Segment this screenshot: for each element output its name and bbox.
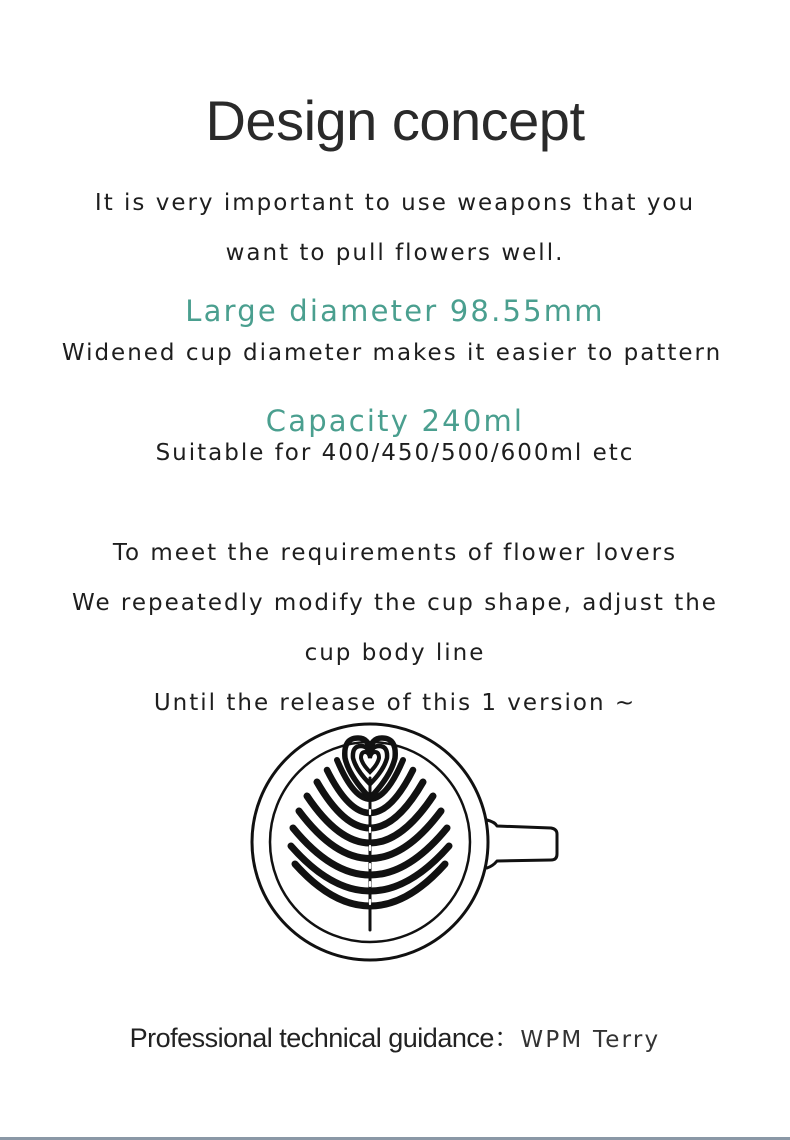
feature-diameter-description: Widened cup diameter makes it easier to pattern: [61, 340, 723, 366]
page-title: Design concept: [205, 89, 585, 152]
intro-line-1: It is very important to use weapons that you: [94, 190, 696, 216]
feature-capacity-description: Suitable for 400/450/500/600ml etc: [155, 440, 635, 466]
feature-diameter-title: Large diameter 98.55mm: [185, 294, 605, 328]
story-line-1: To meet the requirements of flower lovers: [112, 540, 678, 566]
story-line-4: Until the release of this 1 version ~: [153, 690, 637, 716]
footer-credit: [0, 1016, 790, 1055]
feature-capacity-title: Capacity 240ml: [265, 404, 525, 438]
story-line-2: We repeatedly modify the cup shape, adjust the: [72, 590, 718, 616]
footer-label: Professional technical guidance：: [129, 1023, 521, 1053]
latte-art-cup-icon: [245, 718, 565, 968]
footer-name: WPM Terry: [520, 1027, 661, 1053]
story-line-3: cup body line: [304, 640, 486, 666]
intro-line-2: want to pull flowers well.: [225, 240, 565, 266]
